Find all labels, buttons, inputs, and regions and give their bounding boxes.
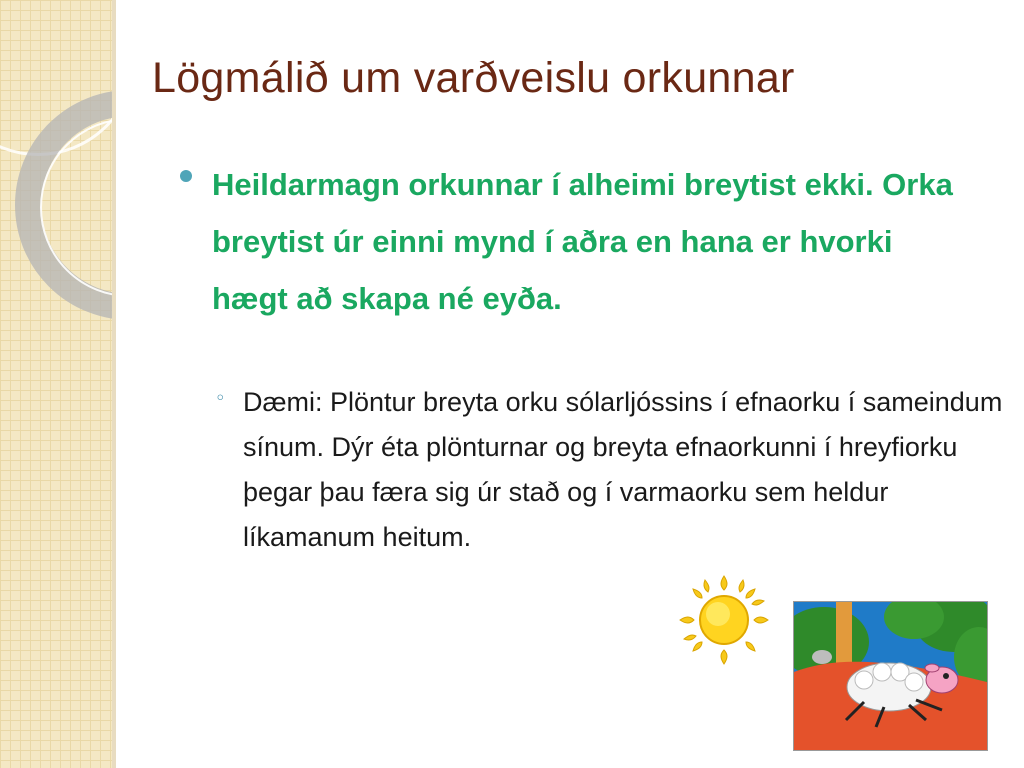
slide-title: Lögmálið um varðveislu orkunnar <box>152 54 795 102</box>
main-bullet-text: Heildarmagn orkunnar í alheimi breytist ekki. Orka breytist úr einni mynd í aðra en hana er hvorki hægt að skapa né eyða. <box>212 167 953 316</box>
sheep-image <box>793 601 988 751</box>
sub-bullet-text: Dæmi: Plöntur breyta orku sólarljóssins í efnaorku í sameindum sínum. Dýr éta plönturnar og breyta efnaorkunni í hreyfiorku þegar þau færa sig úr stað og í varmaorku sem heldur líkamanum heitum. <box>243 387 1003 552</box>
sun-icon <box>676 572 772 668</box>
bullet-dot-icon <box>180 170 192 182</box>
decorative-sidebar <box>0 0 112 768</box>
hollow-bullet-icon: ◦ <box>215 388 226 409</box>
sidebar-divider <box>112 0 116 768</box>
